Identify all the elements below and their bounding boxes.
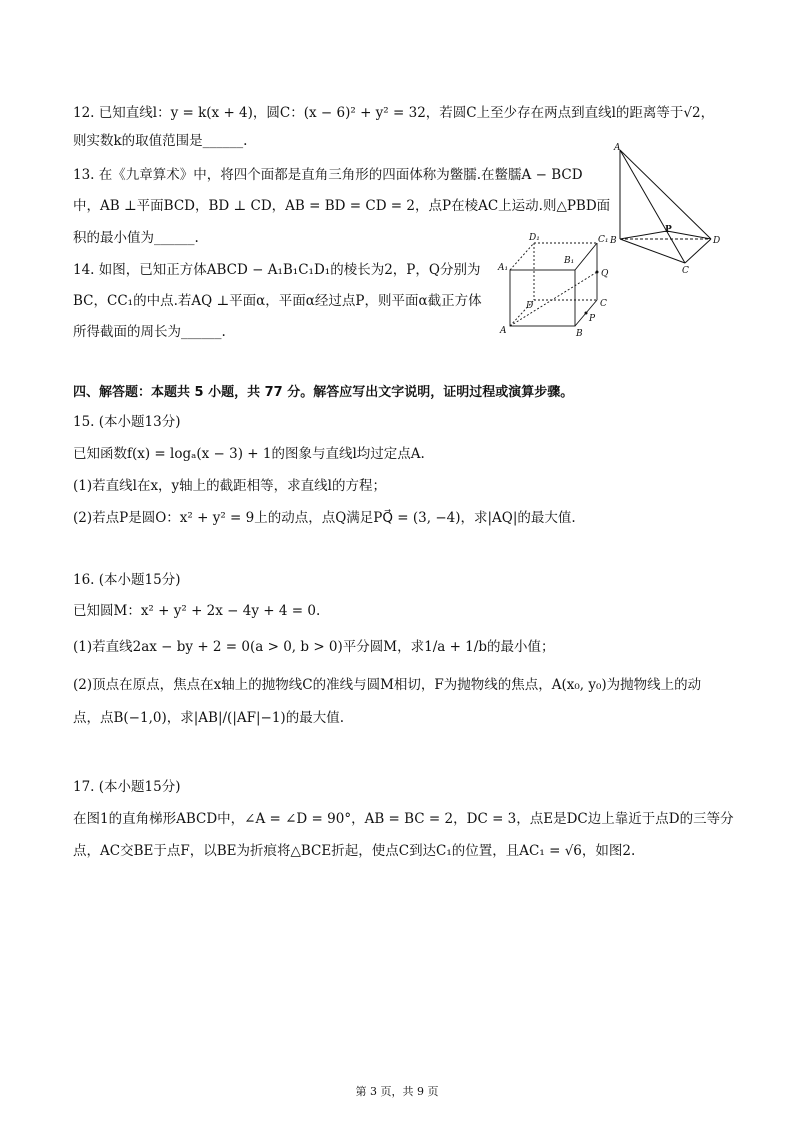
p14-line3: 所得截面的周长为______. [73, 324, 226, 340]
p17-header: 17. (本小题15分) [73, 779, 181, 795]
p15-q1: (1)若直线l在x，y轴上的截距相等，求直线l的方程； [73, 478, 386, 494]
p16-header: 16. (本小题15分) [73, 572, 181, 588]
cube-point-Q [596, 271, 599, 274]
p16-stem: 已知圆M：x² + y² + 2x − 4y + 4 = 0. [73, 603, 321, 619]
p16-q1: (1)若直线2ax − by + 2 = 0(a > 0, b > 0)平分圆M，求1/a + 1/b的最小值； [73, 639, 555, 655]
cube-label-A: A [500, 326, 507, 336]
section-four-heading: 四、解答题：本题共 5 小题，共 77 分。解答应写出文字说明，证明过程或演算步骤。 [73, 385, 574, 400]
tetra-label-B: B [610, 236, 617, 246]
p12-line1: 12. 已知直线l：y = k(x + 4)，圆C：(x − 6)² + y² = 32，若圆C上至少存在两点到直线l的距离等于√2， [73, 105, 715, 121]
cube-label-C: C [600, 299, 607, 309]
p17-line1: 在图1的直角梯形ABCD中，∠A = ∠D = 90°，AB = BC = 2，DC = 3，点E是DC边上靠近于点D的三等分 [73, 811, 734, 827]
p14-line2: BC，CC₁的中点.若AQ ⊥平面α，平面α经过点P，则平面α截正方体 [73, 293, 482, 309]
cube-label-B1: B₁ [564, 256, 575, 266]
p15-q2: (2)若点P是圆O：x² + y² = 9上的动点，点Q满足PQ⃗ = (3, −4)，求|AQ|的最大值. [73, 510, 576, 526]
p17-line2: 点，AC交BE于点F，以BE为折痕将△BCE折起，使点C到达C₁的位置，且AC₁ = √6，如图2. [73, 843, 636, 859]
cube-label-D: D [526, 301, 534, 311]
cube-point-P [585, 312, 588, 315]
p13-line2: 中，AB ⊥平面BCD，BD ⊥ CD，AB = BD = CD = 2，点P在棱AC上运动.则△PBD面 [73, 198, 611, 214]
p13-line1: 13. 在《九章算术》中，将四个面都是直角三角形的四面体称为鳖臑.在鳖臑A − BCD [73, 167, 583, 183]
cube-label-C1: C₁ [598, 235, 609, 245]
cube-figure [490, 228, 615, 340]
p16-q2-line1: (2)顶点在原点，焦点在x轴上的抛物线C的准线与圆M相切，F为抛物线的焦点，A(x₀, y₀)为抛物线上的动 [73, 677, 702, 693]
p15-stem: 已知函数f(x) = logₐ(x − 3) + 1的图象与直线l均过定点A. [73, 446, 425, 462]
cube-label-B: B [576, 329, 583, 339]
p14-line1: 14. 如图，已知正方体ABCD − A₁B₁C₁D₁的棱长为2，P，Q分别为 [73, 262, 481, 278]
p16-q2-line2: 点，点B(−1,0)，求|AB|/(|AF|−1)的最大值. [73, 710, 344, 726]
tetra-label-D: D [713, 236, 721, 246]
page-footer: 第 3 页，共 9 页 [355, 1085, 439, 1098]
cube-label-D1: D₁ [529, 233, 540, 243]
cube-label-A1: A₁ [498, 263, 509, 273]
tetrahedron-figure [605, 140, 725, 275]
p15-header: 15. (本小题13分) [73, 414, 181, 430]
p13-line3: 积的最小值为______. [73, 230, 199, 246]
cube-label-P: P [589, 314, 596, 324]
p12-line2: 则实数k的取值范围是______. [73, 133, 248, 149]
tetra-label-A: A [614, 143, 621, 153]
tetra-label-P: P [665, 225, 672, 235]
tetra-label-C: C [682, 266, 689, 275]
cube-label-Q: Q [601, 269, 609, 279]
